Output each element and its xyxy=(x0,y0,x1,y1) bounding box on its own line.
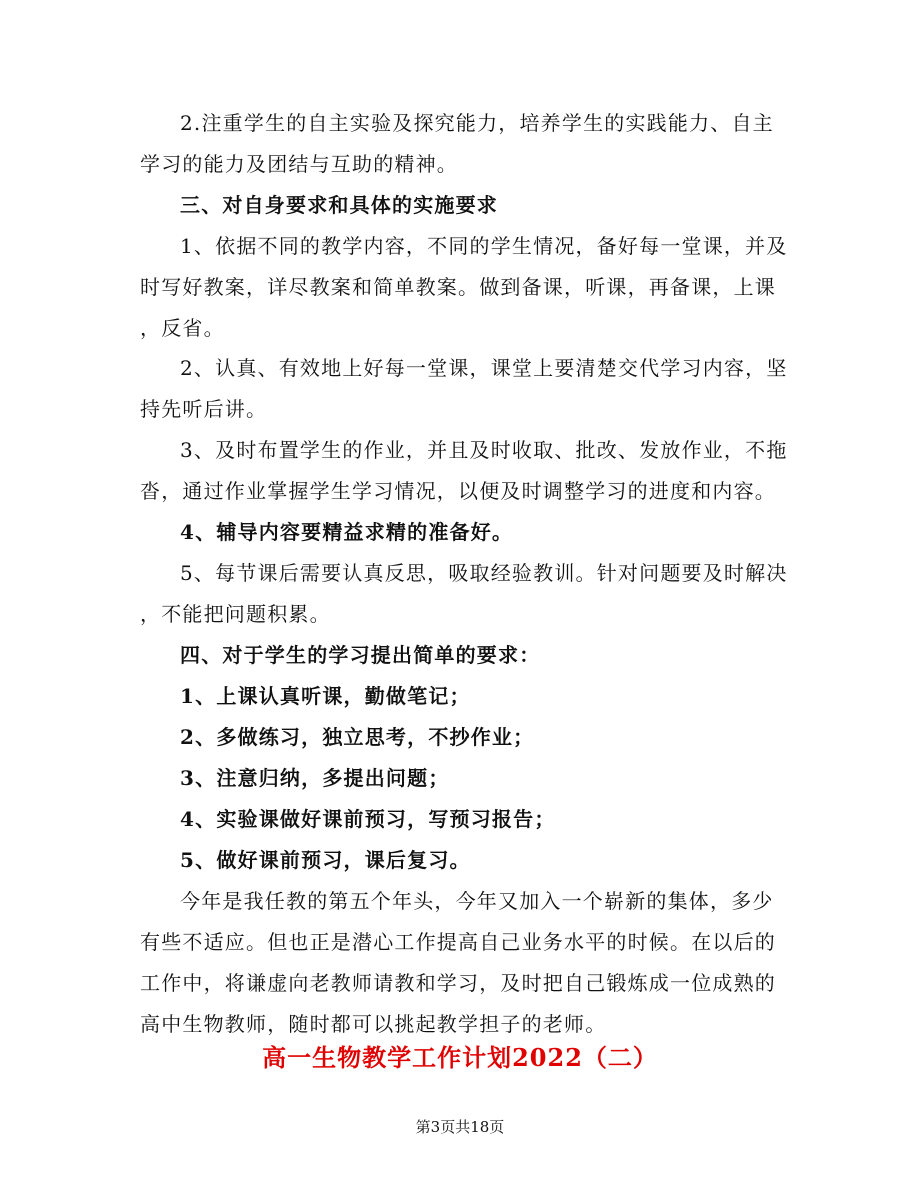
student-requirements-list xyxy=(140,676,790,881)
text-line: 时写好教案，详尽教案和简单教案。做到备课，听课，再备课，上课 xyxy=(140,275,776,299)
text-line: 2.注重学生的自主实验及探究能力，培养学生的实践能力、自主 xyxy=(180,111,774,135)
text-line: 沓，通过作业掌握学生学习情况，以便及时调整学习的进度和内容。 xyxy=(140,479,776,503)
list-item: 2、多做练习，独立思考，不抄作业； xyxy=(180,725,535,749)
text-line: 3、及时布置学生的作业，并且及时收取、批改、发放作业，不拖 xyxy=(180,438,788,462)
paragraph-2 xyxy=(140,103,790,185)
paragraph-req-4 xyxy=(140,512,790,553)
list-item: 1、上课认真听课，勤做笔记； xyxy=(180,684,471,708)
text-line: 1、依据不同的教学内容，不同的学生情况，备好每一堂课，并及 xyxy=(180,234,788,258)
paragraph-req-3 xyxy=(140,430,790,512)
text-line: ，不能把问题积累。 xyxy=(140,602,331,626)
list-item: 4、实验课做好课前预习，写预习报告； xyxy=(180,807,556,831)
paragraph-req-5 xyxy=(140,553,790,635)
paragraph-closing xyxy=(140,881,790,1045)
text-line: 今年是我任教的第五个年头，今年又加入一个崭新的集体，多少 xyxy=(180,889,774,913)
paragraph-req-1 xyxy=(140,226,790,349)
heading-text: 三、对自身要求和具体的实施要求 xyxy=(180,193,498,217)
heading-section-4 xyxy=(140,635,790,676)
text-line: 5、每节课后需要认真反思，吸取经验教训。针对问题要及时解决 xyxy=(180,561,788,585)
heading-section-3 xyxy=(140,185,790,226)
text-line: 高中生物教师，随时都可以挑起教学担子的老师。 xyxy=(140,1012,607,1036)
heading-text: 四、对于学生的学习提出简单的要求： xyxy=(180,643,541,667)
text-line: 4、辅导内容要精益求精的准备好。 xyxy=(180,520,514,544)
list-item: 5、做好课前预习，课后复习。 xyxy=(180,848,471,872)
section-title: 高一生物教学工作计划2022（二） xyxy=(262,1043,658,1072)
text-line: 有些不适应。但也正是潜心工作提高自己业务水平的时候。在以后的 xyxy=(140,930,776,954)
text-line: 工作中，将谦虚向老教师请教和学习，及时把自己锻炼成一位成熟的 xyxy=(140,971,776,995)
text-line: 持先听后讲。 xyxy=(140,397,268,421)
text-line: ，反省。 xyxy=(140,316,225,340)
paragraph-req-2 xyxy=(140,348,790,430)
list-item: 3、注意归纳，多提出问题； xyxy=(180,766,450,790)
page-number-footer: 第3页共18页 xyxy=(415,1118,505,1136)
text-line: 学习的能力及团结与互助的精神。 xyxy=(140,152,458,176)
text-line: 2、认真、有效地上好每一堂课，课堂上要清楚交代学习内容，坚 xyxy=(180,356,788,380)
